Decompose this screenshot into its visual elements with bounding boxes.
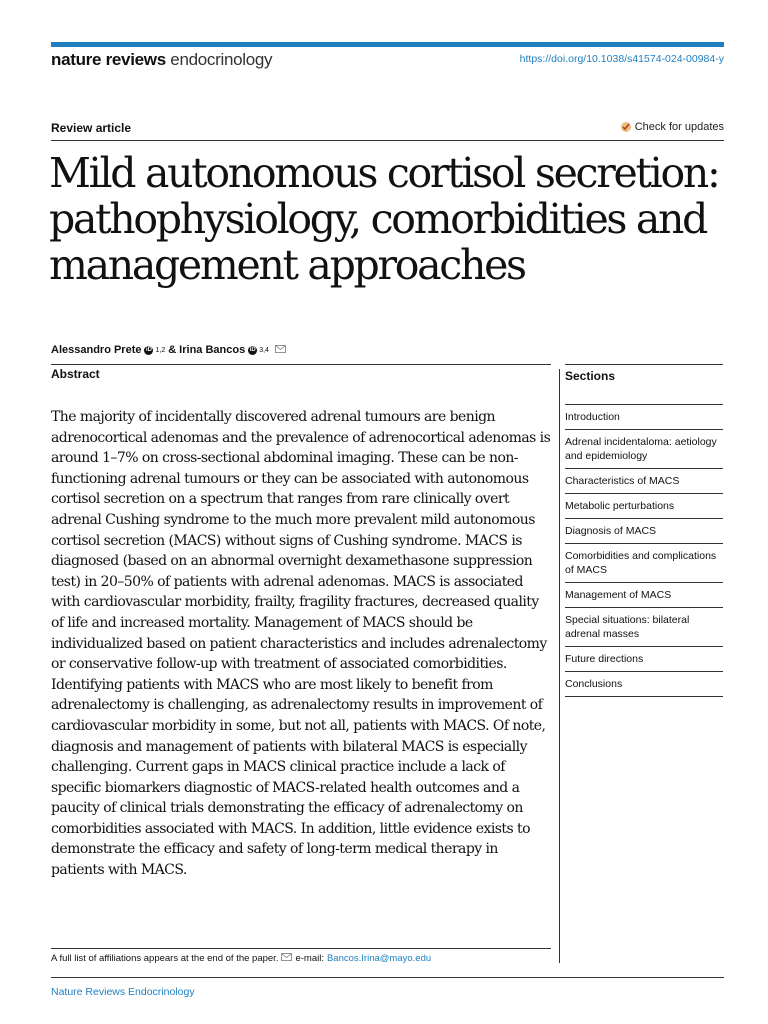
orcid-icon[interactable]: iD [145,346,152,353]
section-link-comorbidities[interactable]: Comorbidities and complications of MACS [565,544,723,583]
abstract-text: The majority of incidentally discovered adrenal tumours are benign adrenocortical adenomas and the prevalence of adrenocortical adenomas is around 1–7% on cross-sectional abdominal imaging. These can be non-functioning adrenal tumours or they can be associated with autonomous cortisol secretion on a spectrum that ranges from rare clinically overt adrenal Cushing syndrome to the much more prevalent mild autonomous cortisol secretion (MACS) without signs of Cushing syndrome. MACS is diagnosed (based on an abnormal overnight dexamethasone suppression test) in 20–50% of patients with adrenal adenomas. MACS is associated with cardiovascular morbidity, frailty, fragility fractures, decreased quality of life and increased mortality. Management of MACS should be individualized based on patient characteristics and includes adrenalectomy or conservative follow-up with treatment of associated comorbidities. Identifying patients with MACS who are most likely to benefit from adrenalectomy is challenging, as adrenalectomy results in improvement of cardiovascular morbidity in some, but not all, patients with MACS. Of note, diagnosis and management of patients with bilateral MACS is especially challenging. Current gaps in MACS clinical practice include a lack of specific biomarkers diagnostic of MACS-related health outcomes and a paucity of clinical trials demonstrating the efficacy of adrenalectomy on comorbidities associated with MACS. In addition, little evidence exists to demonstrate the efficacy and safety of long-term medical therapy in patients with MACS. [51,409,551,879]
author-affiliations: 3,4 [259,346,269,354]
author-separator: & [168,344,177,356]
email-label: e-mail: [295,953,324,964]
abstract-heading: Abstract [51,367,100,381]
orcid-icon[interactable]: iD [249,346,256,353]
check-updates-icon [620,121,632,133]
sections-list [565,404,723,697]
section-link-future-directions[interactable]: Future directions [565,647,723,672]
section-link-characteristics[interactable]: Characteristics of MACS [565,469,723,494]
title-divider [51,140,724,141]
doi-link[interactable]: https://doi.org/10.1038/s41574-024-00984-y [519,53,724,65]
author-affiliations: 1,2 [155,346,166,354]
footnote-divider [51,948,551,949]
section-link-management[interactable]: Management of MACS [565,583,723,608]
abstract-divider [51,364,551,365]
check-updates-button[interactable] [620,121,724,133]
author-line [51,344,286,356]
sections-divider [565,364,723,365]
email-link[interactable]: Bancos.Irina@mayo.edu [326,953,432,964]
column-divider [559,369,560,963]
section-link-metabolic[interactable]: Metabolic perturbations [565,494,723,519]
journal-color-bar [51,42,724,47]
section-link-incidentaloma[interactable]: Adrenal incidentaloma: aetiology and epidemiology [565,430,723,469]
check-updates-label: Check for updates [634,121,724,133]
section-link-diagnosis[interactable]: Diagnosis of MACS [565,519,723,544]
mail-icon[interactable] [275,344,286,356]
footer-divider [51,977,724,978]
sections-heading: Sections [565,369,616,383]
article-title: Mild autonomous cortisol secretion: pathophysiology, comorbidities and management approaches [49,149,719,289]
author-name[interactable]: Alessandro Prete [51,344,142,356]
affiliations-note: A full list of affiliations appears at the end of the paper. [51,953,279,964]
journal-name-bold: nature reviews [51,50,166,69]
article-type: Review article [51,121,132,135]
author-name[interactable]: Irina Bancos [179,344,246,356]
footer-journal-name: Nature Reviews Endocrinology [51,986,195,998]
section-link-special-situations[interactable]: Special situations: bilateral adrenal masses [565,608,723,647]
footnote [51,953,431,964]
section-link-conclusions[interactable]: Conclusions [565,672,723,697]
section-link-introduction[interactable]: Introduction [565,405,723,430]
journal-name-light: endocrinology [170,50,273,69]
mail-icon [281,953,292,964]
journal-name [51,50,272,70]
